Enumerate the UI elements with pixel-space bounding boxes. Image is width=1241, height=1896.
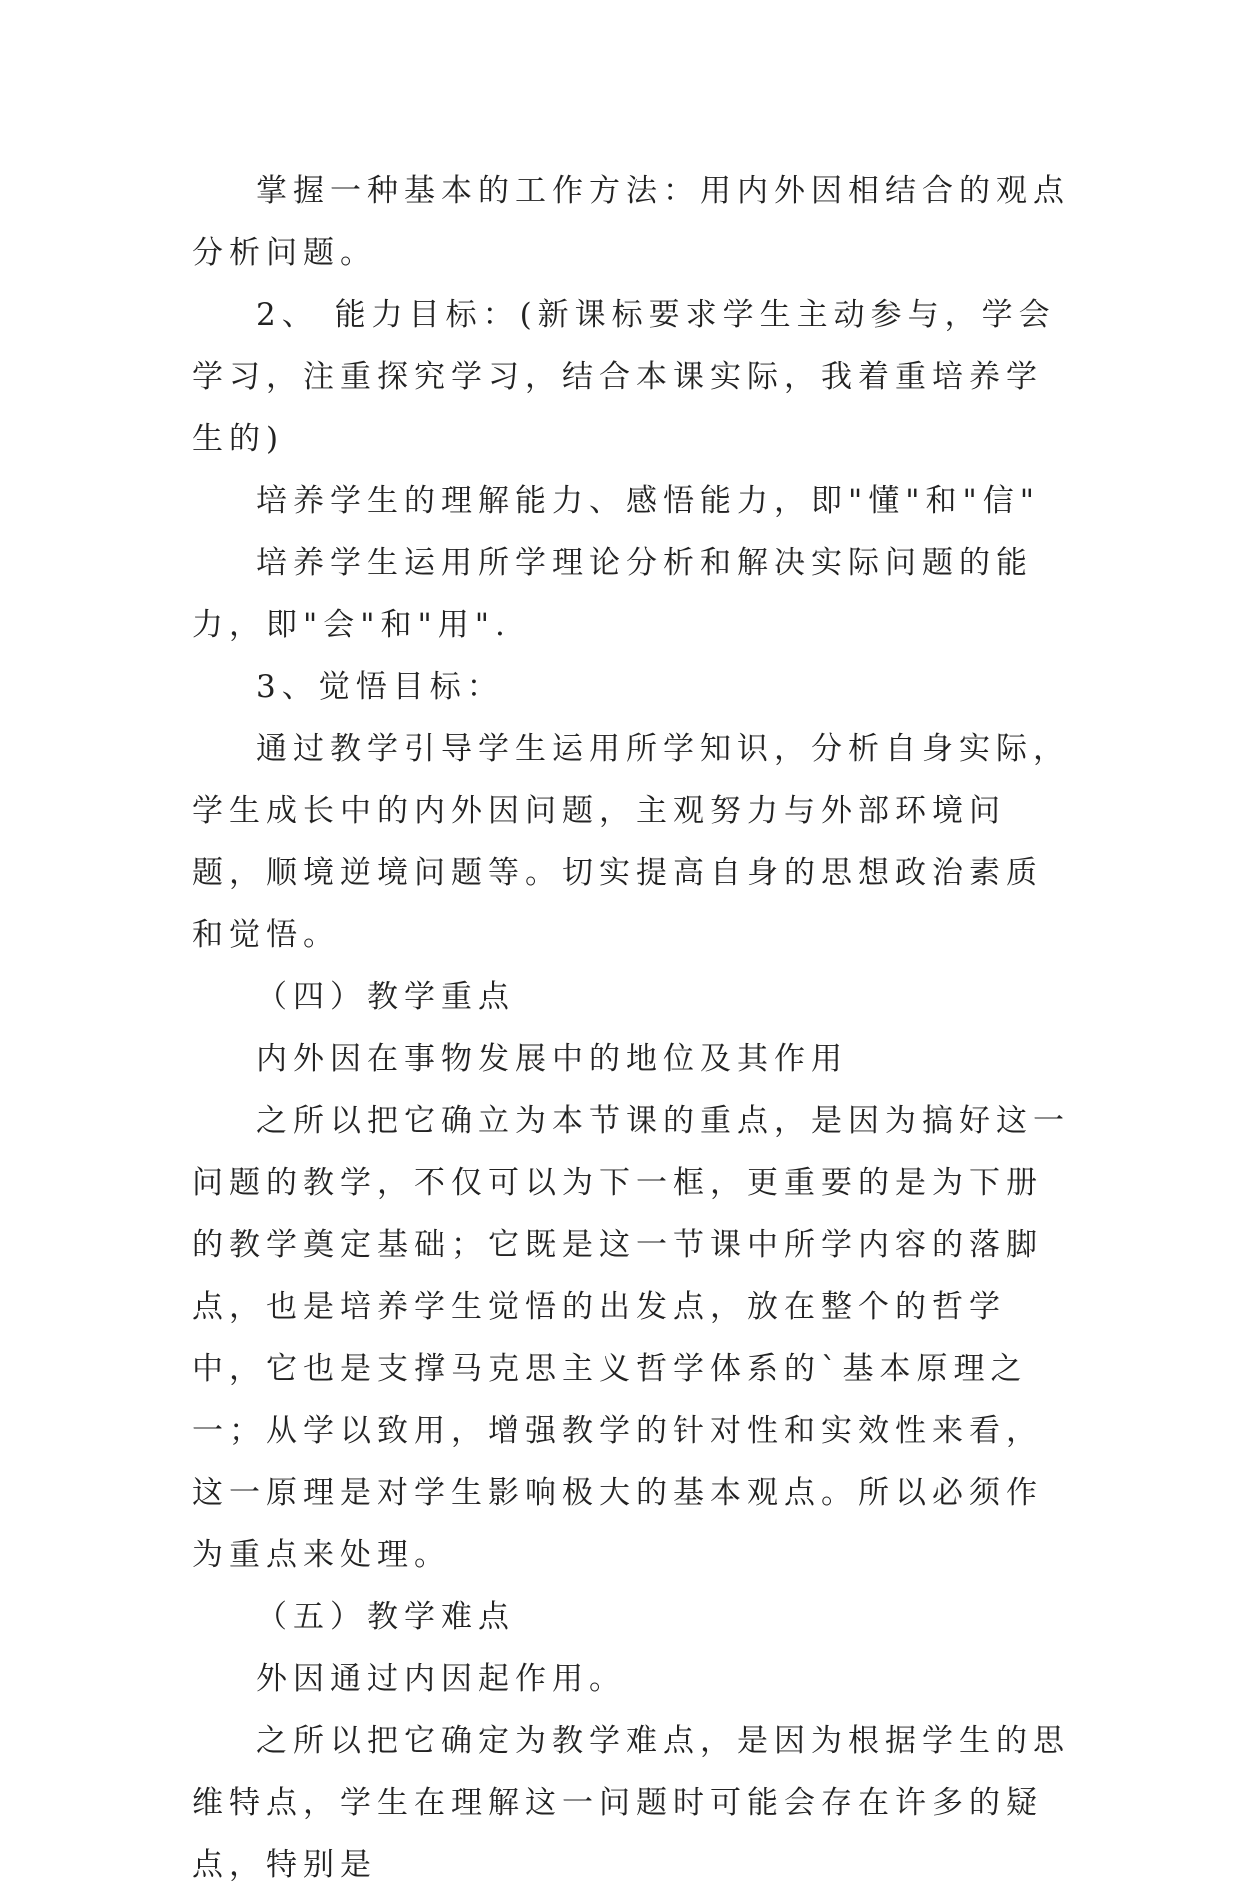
paragraph-difficulty: 外因通过内因起作用。 bbox=[256, 1661, 626, 1697]
paragraph-application: 培养学生运用所学理论分析和解决实际问题的能力，即"会"和"用". bbox=[192, 545, 1033, 643]
paragraph-method: 掌握一种基本的工作方法：用内外因相结合的观点分析问题。 bbox=[192, 173, 1070, 271]
heading-difficulty: （五）教学难点 bbox=[256, 1599, 515, 1635]
paragraph-key-point: 内外因在事物发展中的地位及其作用 bbox=[256, 1041, 848, 1077]
document-body bbox=[192, 160, 1072, 1896]
paragraph-awareness-goal: 3、觉悟目标： bbox=[256, 669, 504, 705]
paragraph-ability-goal: 2、 能力目标：(新课标要求学生主动参与，学会学习，注重探究学习，结合本课实际，我着重培养学生的) bbox=[192, 297, 1056, 457]
paragraph-understanding: 培养学生的理解能力、感悟能力，即"懂"和"信" bbox=[256, 483, 1041, 519]
paragraph-difficulty-reason: 之所以把它确定为教学难点，是因为根据学生的思维特点，学生在理解这一问题时可能会存在许多的疑点，特别是 bbox=[192, 1723, 1070, 1883]
paragraph-key-point-reason: 之所以把它确立为本节课的重点，是因为搞好这一问题的教学，不仅可以为下一框，更重要的是为下册的教学奠定基础；它既是这一节课中所学内容的落脚点，也是培养学生觉悟的出发点，放在整个的哲学中，它也是支撑马克思主义哲学体系的`基本原理之一；从学以致用，增强教学的针对性和实效性来看，这一原理是对学生影响极大的基本观点。所以必须作为重点来处理。 bbox=[192, 1103, 1070, 1573]
paragraph-awareness-detail: 通过教学引导学生运用所学知识，分析自身实际，学生成长中的内外因问题，主观努力与外部环境问题，顺境逆境问题等。切实提高自身的思想政治素质和觉悟。 bbox=[192, 731, 1070, 953]
heading-key-point: （四）教学重点 bbox=[256, 979, 515, 1015]
